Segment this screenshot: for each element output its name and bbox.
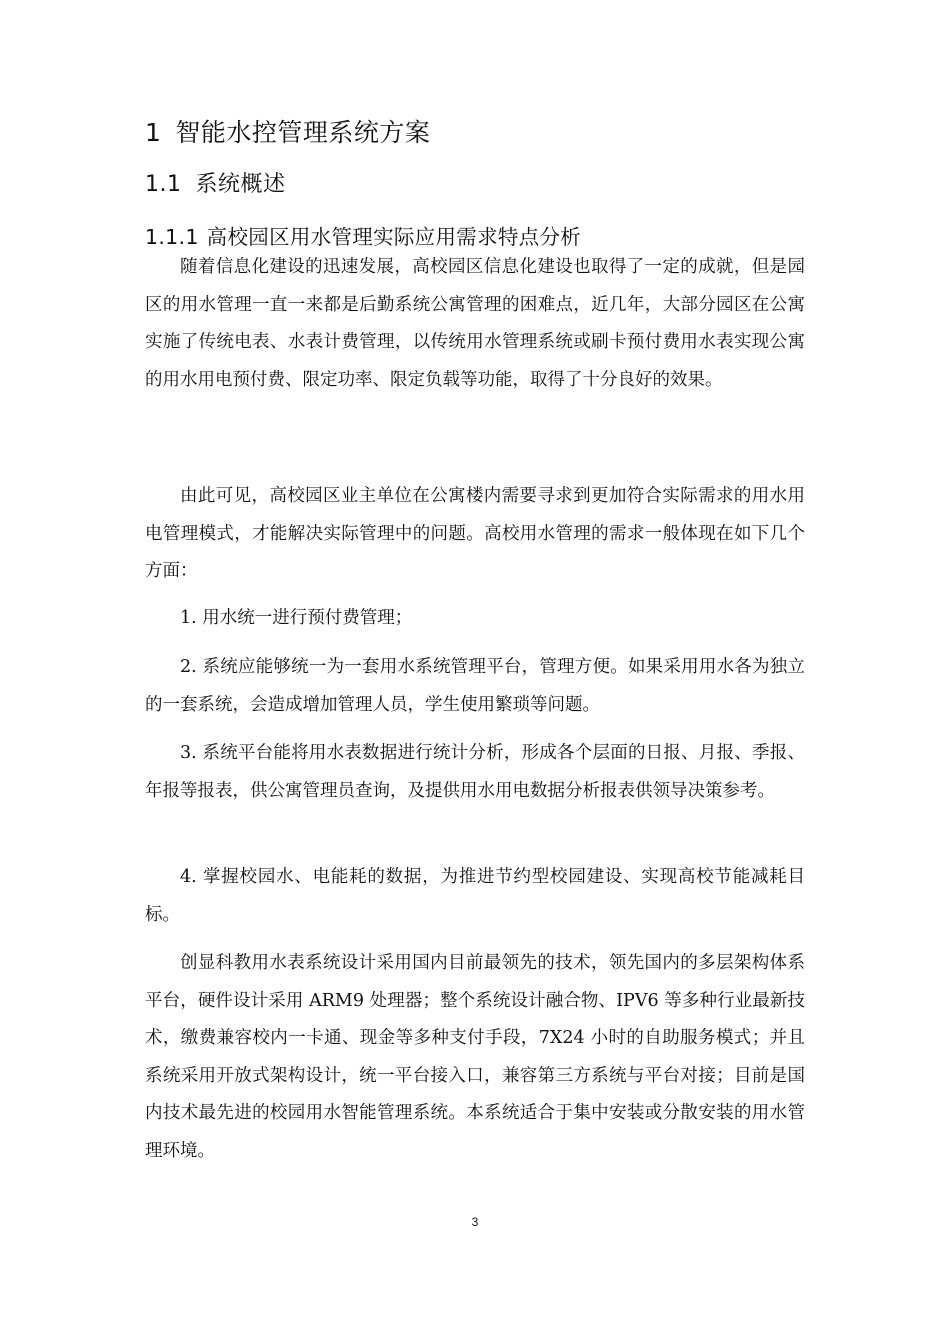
list-item: 4. 掌握校园水、电能耗的数据，为推进节约型校园建设、实现高校节能减耗目标。 <box>145 867 805 925</box>
heading-number: 1.1.1 <box>145 225 199 249</box>
page-number: 3 <box>471 1215 479 1229</box>
heading-level-2 <box>145 169 286 201</box>
list-item: 1. 用水统一进行预付费管理； <box>180 608 413 628</box>
heading-level-1 <box>145 115 430 151</box>
heading-text: 高校园区用水管理实际应用需求特点分析 <box>206 225 582 249</box>
body-paragraph: 创显科教用水表系统设计采用国内目前最领先的技术，领先国内的多层架构体系平台，硬件设计采用 ARM9 处理器；整个系统设计融合物、IPV6 等多种行业最新技术，缴费兼容校内一卡通、现金等多种支付手段，7X24 小时的自助服务模式；并且系统采用开放式架构设计，统一平台接入口，兼容第三方系统与平台对接；目前是国内技术最先进的校园用水智能管理系统。本系统适合于集中安装或分散安装的用水管理环境。 <box>145 953 805 1161</box>
list-item: 3. 系统平台能将用水表数据进行统计分析，形成各个层面的日报、月报、季报、年报等报表，供公寓管理员查询，及提供用水用电数据分析报表供领导决策参考。 <box>145 743 805 801</box>
heading-number: 1 <box>145 118 162 147</box>
body-paragraph: 由此可见，高校园区业主单位在公寓楼内需要寻求到更加符合实际需求的用水用电管理模式，才能解决实际管理中的问题。高校用水管理的需求一般体现在如下几个方面： <box>145 486 805 581</box>
heading-number: 1.1 <box>145 172 182 197</box>
heading-text: 系统概述 <box>195 172 286 197</box>
heading-level-3 <box>145 222 581 252</box>
heading-text: 智能水控管理系统方案 <box>175 118 431 147</box>
body-paragraph: 随着信息化建设的迅速发展，高校园区信息化建设也取得了一定的成就，但是园区的用水管理一直一来都是后勤系统公寓管理的困难点，近几年，大部分园区在公寓实施了传统电表、水表计费管理，以传统用水管理系统或刷卡预付费用水表实现公寓的用水用电预付费、限定功率、限定负载等功能，取得了十分良好的效果。 <box>145 257 805 390</box>
list-item: 2. 系统应能够统一为一套用水系统管理平台，管理方便。如果采用用水各为独立的一套系统，会造成增加管理人员，学生使用繁琐等问题。 <box>145 657 805 715</box>
